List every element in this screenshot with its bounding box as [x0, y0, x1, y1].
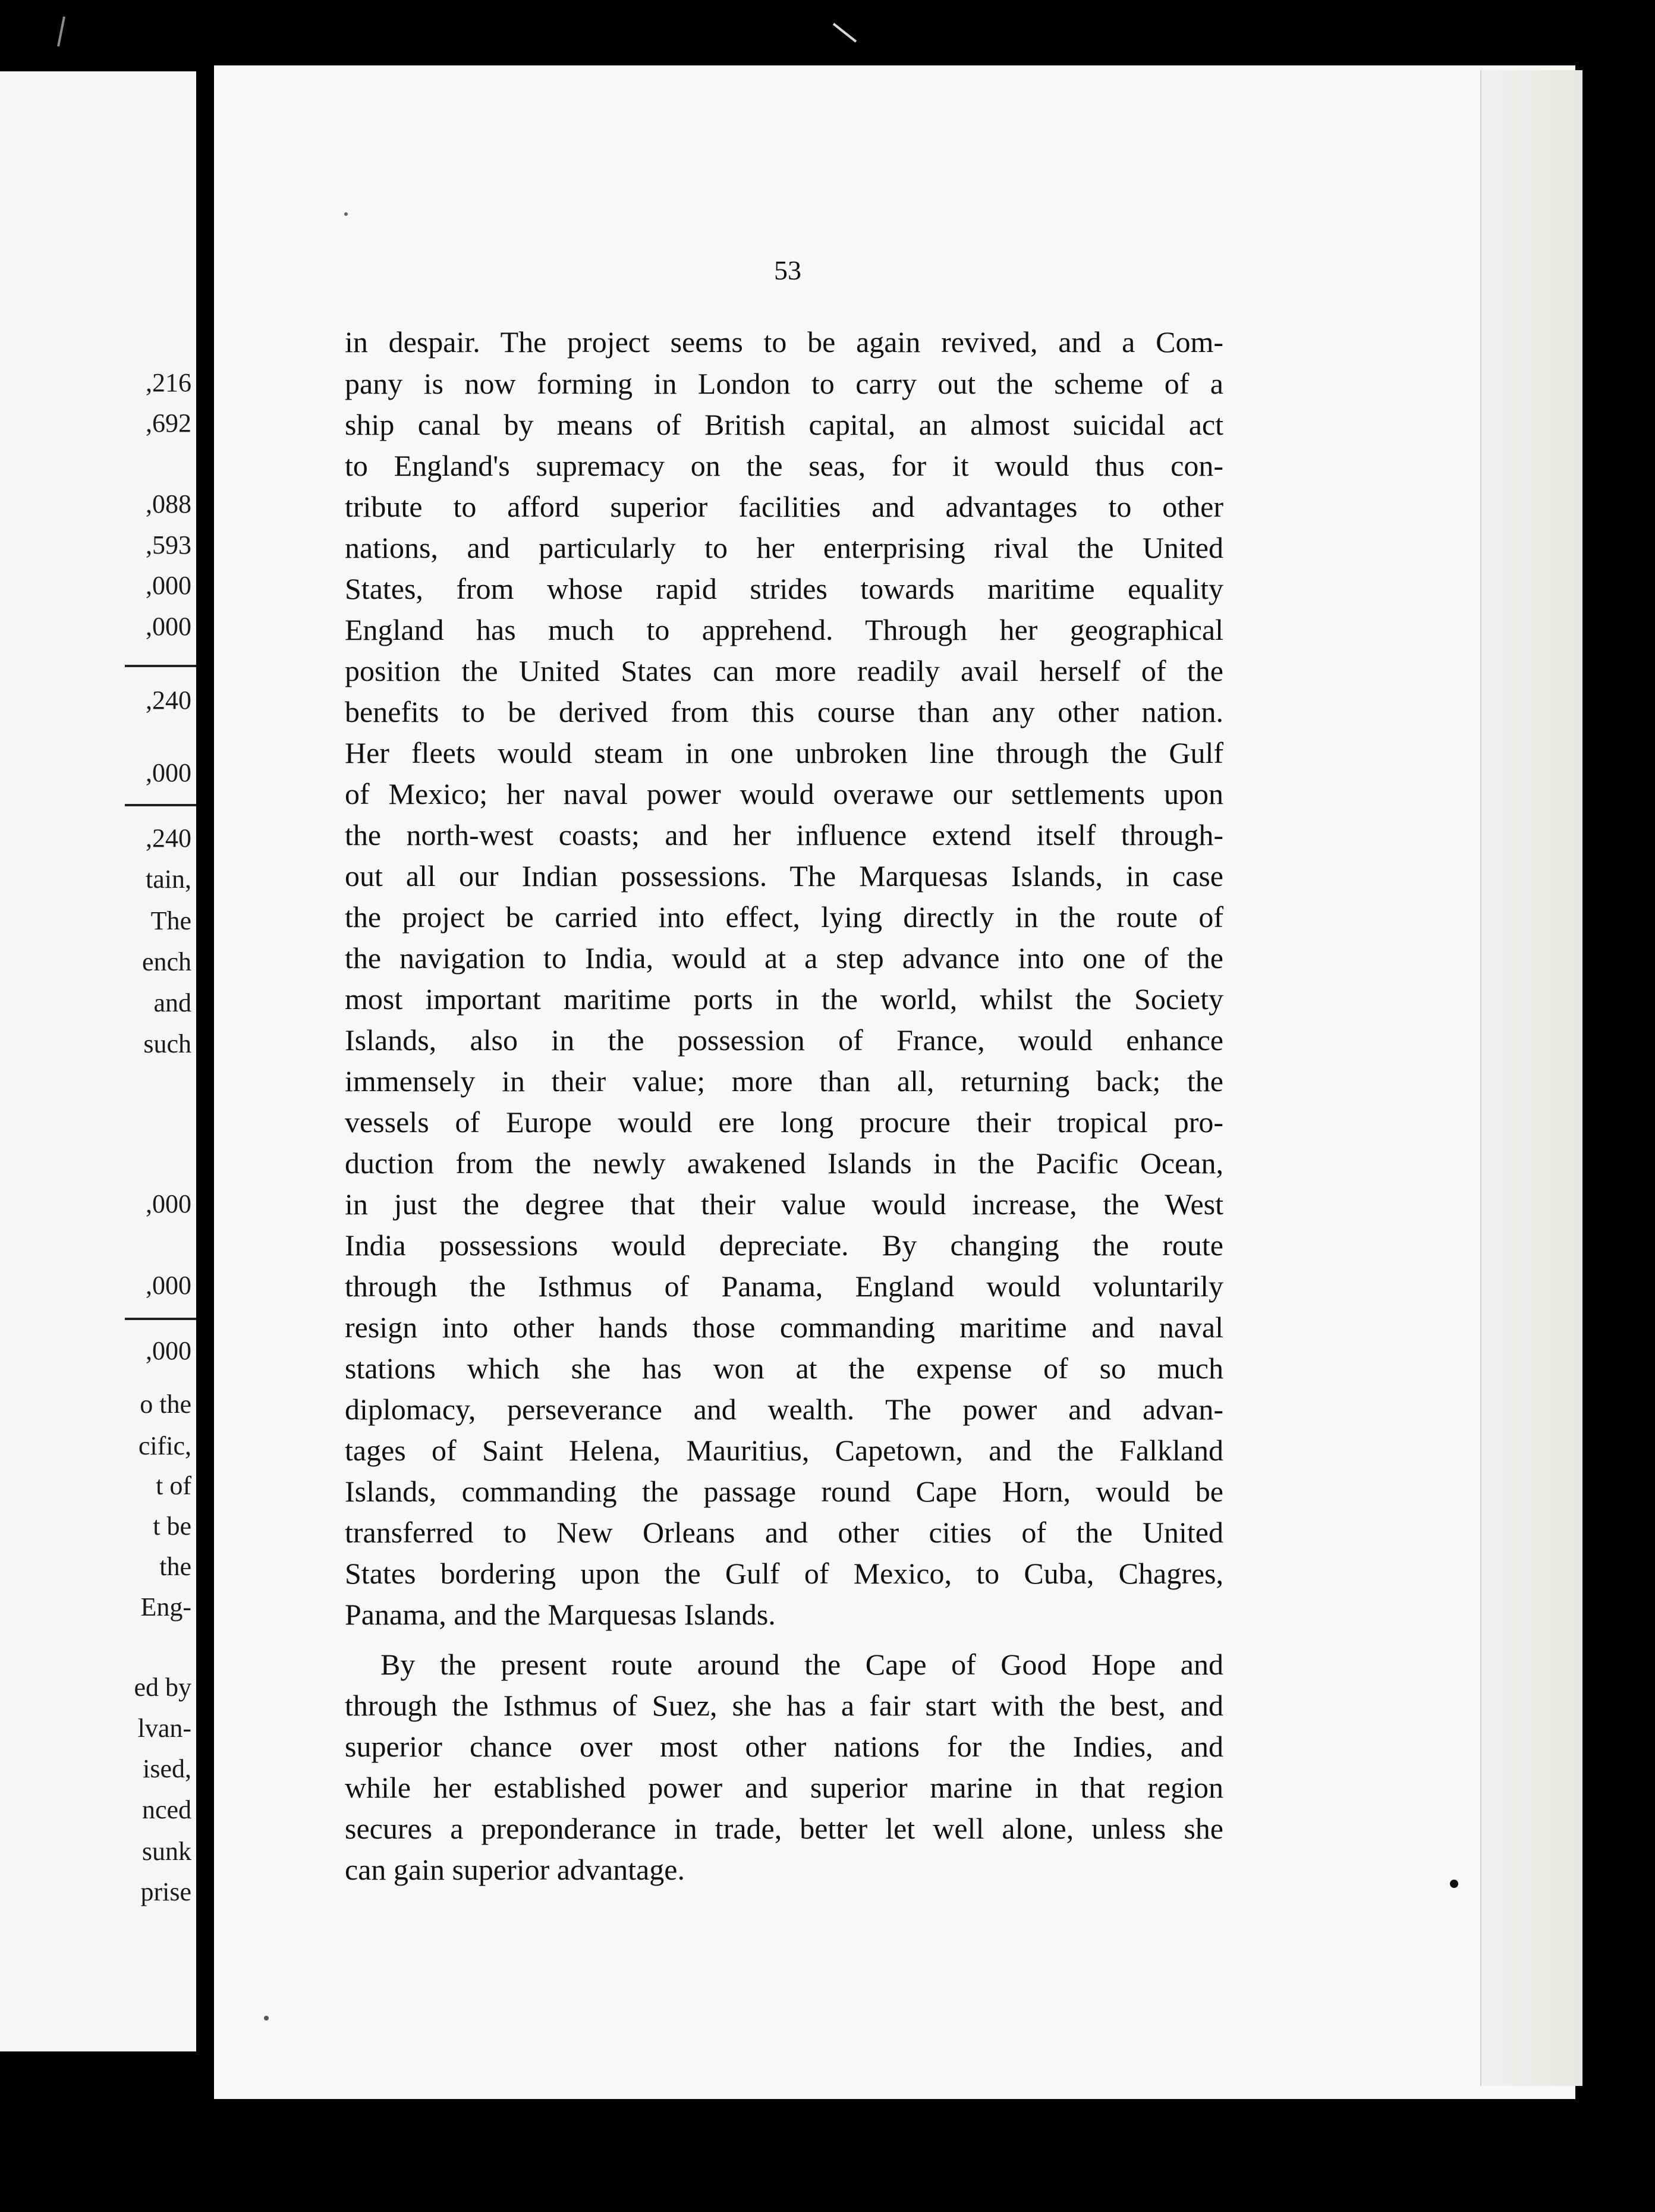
text-line: States bordering upon the Gulf of Mexico, to Cuba, Chagres, [345, 1557, 1223, 1590]
text-line: tages of Saint Helena, Mauritius, Capetown, and the Falkland [345, 1434, 1223, 1467]
text-line: Her fleets would steam in one unbroken line through the Gulf [345, 736, 1223, 769]
facing-page-fragment: and [153, 988, 191, 1017]
text-line: through the Isthmus of Suez, she has a fair start with the best, and [345, 1689, 1223, 1722]
facing-page-fragment: t of [156, 1471, 191, 1500]
text-line: England has much to apprehend. Through her geographical [345, 613, 1223, 646]
facing-page-fragment: ,000 [146, 758, 191, 787]
facing-page-fragment: ,000 [146, 1189, 191, 1218]
facing-page-fragment: tain, [146, 865, 191, 894]
text-line: in just the degree that their value would increase, the West [345, 1187, 1223, 1221]
text-line: to England's supremacy on the seas, for it would thus con- [345, 449, 1223, 482]
text-line: benefits to be derived from this course than any other nation. [345, 695, 1223, 728]
text-line: nations, and particularly to her enterprising rival the United [345, 531, 1223, 564]
page-number: 53 [774, 255, 801, 285]
text-line: transferred to New Orleans and other cities of the United [345, 1516, 1223, 1549]
facing-page-fragment: o the [140, 1390, 191, 1419]
facing-page-fragment: ,240 [146, 824, 191, 853]
facing-page-fragment: ,216 [146, 368, 191, 397]
text-line: the project be carried into effect, lying directly in the route of [345, 900, 1223, 934]
facing-page-fragment: ,000 [146, 571, 191, 600]
facing-page-rule [125, 665, 196, 667]
scan-mark [58, 17, 64, 46]
facing-page-fragment: ench [141, 947, 191, 976]
facing-page-fragment: ,593 [146, 530, 191, 560]
text-line: through the Isthmus of Panama, England would voluntarily [345, 1270, 1223, 1303]
facing-page-fragment: ,088 [146, 489, 191, 519]
text-line: ship canal by means of British capital, an almost suicidal act [345, 408, 1223, 441]
scan-mark [833, 24, 856, 42]
text-line: Islands, commanding the passage round Cape Horn, would be [345, 1475, 1223, 1508]
text-line: superior chance over most other nations for the Indies, and [345, 1730, 1223, 1763]
text-line: States, from whose rapid strides towards maritime equality [345, 572, 1223, 605]
facing-page-fragment: ed by [134, 1673, 191, 1702]
facing-page-fragment: ised, [143, 1754, 191, 1783]
text-line: the north-west coasts; and her influence extend itself through- [345, 818, 1223, 852]
facing-page-fragment: ,000 [146, 612, 191, 641]
text-line: position the United States can more readily avail herself of the [345, 654, 1223, 687]
text-line: most important maritime ports in the world, whilst the Society [345, 982, 1223, 1016]
text-line: duction from the newly awakened Islands in the Pacific Ocean, [345, 1146, 1223, 1180]
facing-page-fragment: ,692 [146, 409, 191, 438]
facing-page-fragment: The [150, 906, 191, 935]
text-line: tribute to afford superior facilities and advantages to other [345, 490, 1223, 523]
text-line: diplomacy, perseverance and wealth. The power and advan- [345, 1393, 1223, 1426]
text-line: the navigation to India, would at a step advance into one of the [345, 941, 1223, 975]
text-line: pany is now forming in London to carry out the scheme of a [345, 367, 1223, 400]
facing-page [0, 71, 196, 2051]
facing-page-rule [125, 804, 196, 806]
text-line: resign into other hands those commanding maritime and naval [345, 1311, 1223, 1344]
text-line: immensely in their value; more than all, returning back; the [345, 1064, 1223, 1098]
text-line: while her established power and superior marine in that region [345, 1771, 1223, 1804]
text-line: India possessions would depreciate. By changing the route [345, 1228, 1223, 1262]
facing-page-rule [125, 1318, 196, 1320]
facing-page-fragment: Eng- [140, 1592, 191, 1622]
facing-page-fragment: the [159, 1552, 191, 1581]
facing-page-fragment: lvan- [137, 1714, 191, 1743]
text-line: secures a preponderance in trade, better let well alone, unless she [345, 1812, 1223, 1845]
facing-page-fragment: nced [141, 1795, 191, 1824]
text-line: stations which she has won at the expense of so much [345, 1352, 1223, 1385]
facing-page-fragment: cific, [138, 1431, 191, 1460]
text-line: vessels of Europe would ere long procure their tropical pro- [345, 1105, 1223, 1139]
text-line: Panama, and the Marquesas Islands. [345, 1598, 776, 1631]
facing-page-fragment: ,000 [146, 1271, 191, 1300]
text-line: out all our Indian possessions. The Marquesas Islands, in case [345, 859, 1223, 893]
facing-page-fragment: sunk [141, 1837, 191, 1866]
facing-page-fragment: prise [140, 1877, 191, 1906]
facing-page-fragment: t be [153, 1512, 191, 1541]
text-line: By the present route around the Cape of Good Hope and [380, 1648, 1223, 1681]
facing-page-fragment: ,240 [146, 686, 191, 715]
text-line: of Mexico; her naval power would overawe our settlements upon [345, 777, 1223, 810]
page-stack-edge [1480, 70, 1582, 2086]
text-line: in despair. The project seems to be again revived, and a Com- [345, 325, 1223, 359]
text-line: can gain superior advantage. [345, 1853, 685, 1886]
facing-page-fragment: ,000 [146, 1336, 191, 1365]
text-line: Islands, also in the possession of France, would enhance [345, 1023, 1223, 1057]
facing-page-fragment: such [143, 1029, 191, 1058]
